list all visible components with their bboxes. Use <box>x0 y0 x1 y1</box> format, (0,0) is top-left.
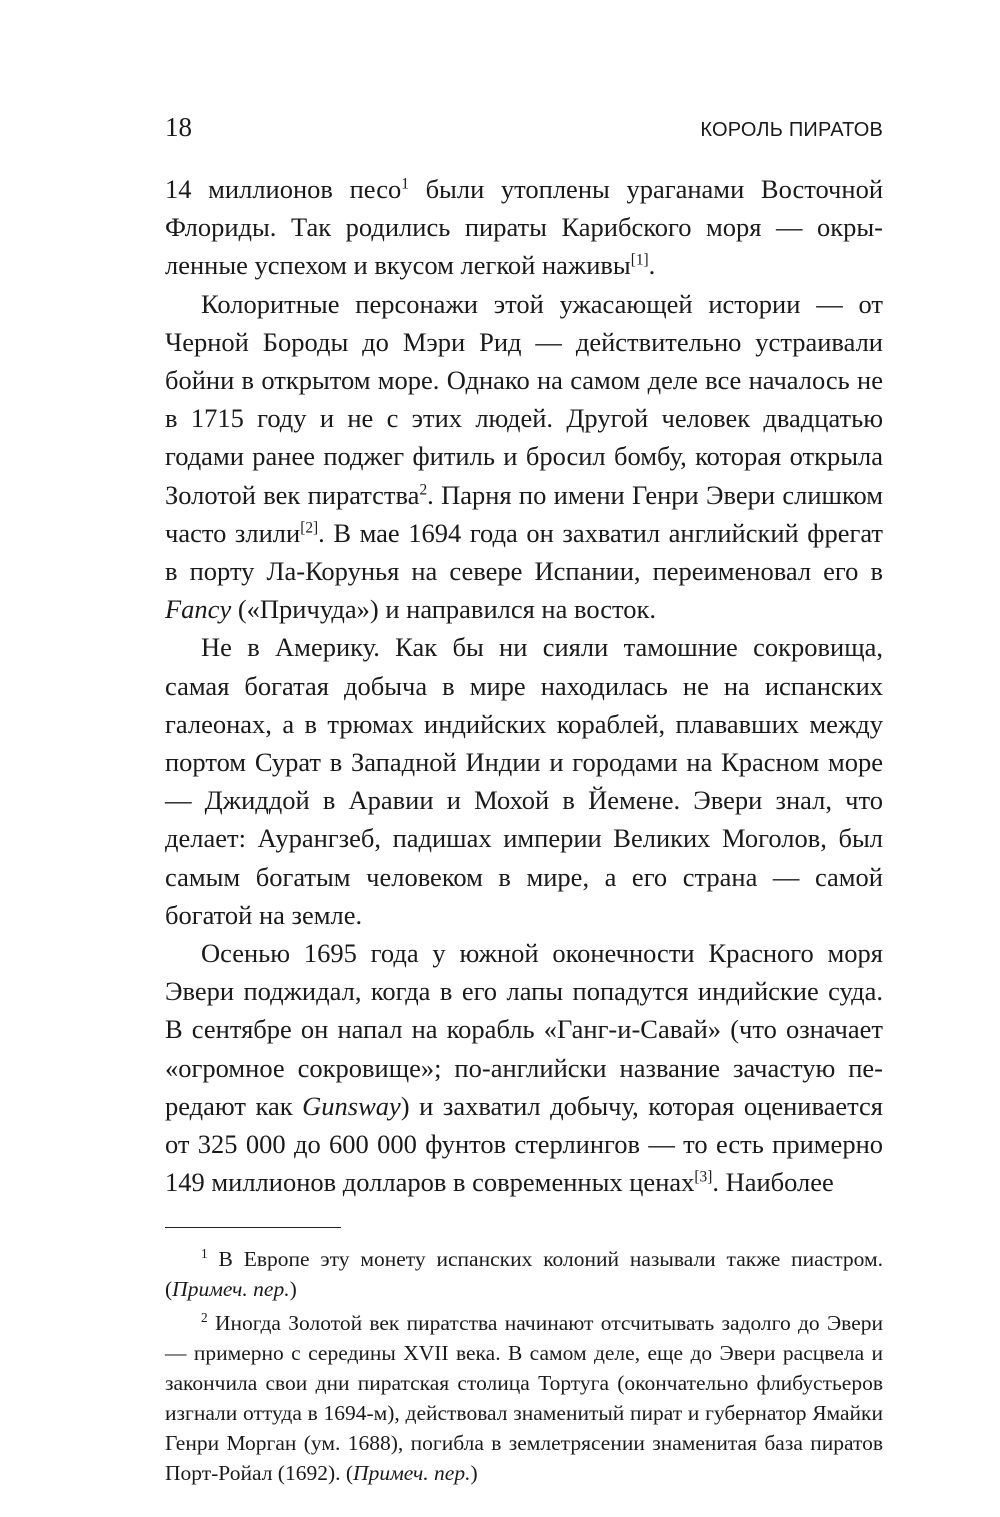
text-run: Колоритные персонажи этой ужасающей истории — от Черной Бороды до Мэри Рид — действительно устраивали бойни в открытом море. Однако на самом деле все началось не в 1715 году и не с этих людей. Другой человек двадцатью годами ранее поджег фитиль и бросил бомбу, которая открыла Золотой век пиратства <box>165 288 883 510</box>
footnote-marker: 1 <box>401 175 409 193</box>
text-run: Иногда Золотой век пиратства начинают отсчитывать задолго до Эвери — примерно с середины XVII века. В самом деле, еще до Эвери расцвела и закончила свои дни пиратская столица Тортуга (окончательно флибустьеров изгнали оттуда в 1694-м), действовал знаменитый пират и губернатор Ямайки Генри Морган (ум. 1688), погибла в землетрясении знаменитая база пиратов Порт-Ройал (1692). ( <box>165 1311 883 1486</box>
text-run: . Наиболее <box>712 1167 834 1198</box>
running-head <box>165 112 883 156</box>
text-run: были утоплены ураганами Восточной Флориды. Так родились пираты Карибского моря — окрыленные успехом и вкусом легкой наживы <box>165 174 884 281</box>
paragraph <box>165 934 883 1201</box>
text-run: В Европе эту монету испанских колоний называли также пиастром. ( <box>165 1247 883 1302</box>
paragraph <box>165 285 883 629</box>
italic-text: Gunsway <box>302 1090 401 1121</box>
text-run: ) <box>470 1461 478 1486</box>
footnote <box>165 1244 883 1304</box>
body-text <box>165 170 883 1201</box>
footnote-marker: [2] <box>300 519 319 537</box>
text-run: 14 миллионов песо <box>165 174 402 204</box>
text-run: . <box>648 250 656 281</box>
footnote-marker: [1] <box>630 251 649 269</box>
footnote-marker: [3] <box>694 1168 713 1186</box>
text-run: («Причуда») и направился на восток. <box>231 594 656 625</box>
footnotes <box>165 1244 883 1488</box>
footnote-divider <box>165 1227 341 1228</box>
paragraph <box>165 170 883 285</box>
page-number: 18 <box>165 112 192 142</box>
text-run: . В мае 1694 года он захватил английский фрегат в порту Ла-Корунья на севере Испании, переименовал его в <box>165 517 883 587</box>
italic-text: Fancy <box>165 594 232 625</box>
text-run: ) и захватил добычу, которая оценивается от 325 000 до 600 000 фунтов стерлингов — то есть примерно 149 миллионов долларов в современных ценах <box>165 1090 883 1198</box>
footnote <box>165 1308 883 1488</box>
text-run: ) <box>289 1277 297 1302</box>
footnote-marker: 2 <box>201 1310 208 1326</box>
text-run: Не в Америку. Как бы ни сияли тамошние сокровища, самая богатая добыча в мире находилась не на испанских галеонах, а в трюмах индийских кораблей, плававших между портом Сурат в Западной Индии и городами на Красном море — Джиддой в Аравии и Мохой в Йемене. Эвери знал, что делает: Аурангзеб, падишах империи Великих Моголов, был самым богатым человеком в мире, а его страна — самой богатой на земле. <box>165 632 883 930</box>
running-title: КОРОЛЬ ПИРАТОВ <box>700 119 883 141</box>
text-run: Осенью 1695 года у южной оконечности Красного моря Эвери поджидал, когда в его лапы попадутся индийские суда. В сентябре он напал на корабль «Ганг-и-Савай» (что означает «огромное сокровище»; по-английски название зачастую передают как <box>165 938 883 1121</box>
footnote-marker: 1 <box>201 1246 208 1262</box>
book-page <box>165 112 883 1492</box>
text-run: . Парня по имени Генри Эвери слишком часто злили <box>165 479 883 548</box>
footnote-marker: 2 <box>419 481 428 499</box>
italic-text: Примеч. пер. <box>172 1277 290 1302</box>
italic-text: Примеч. пер. <box>353 1461 471 1486</box>
paragraph <box>165 628 883 934</box>
